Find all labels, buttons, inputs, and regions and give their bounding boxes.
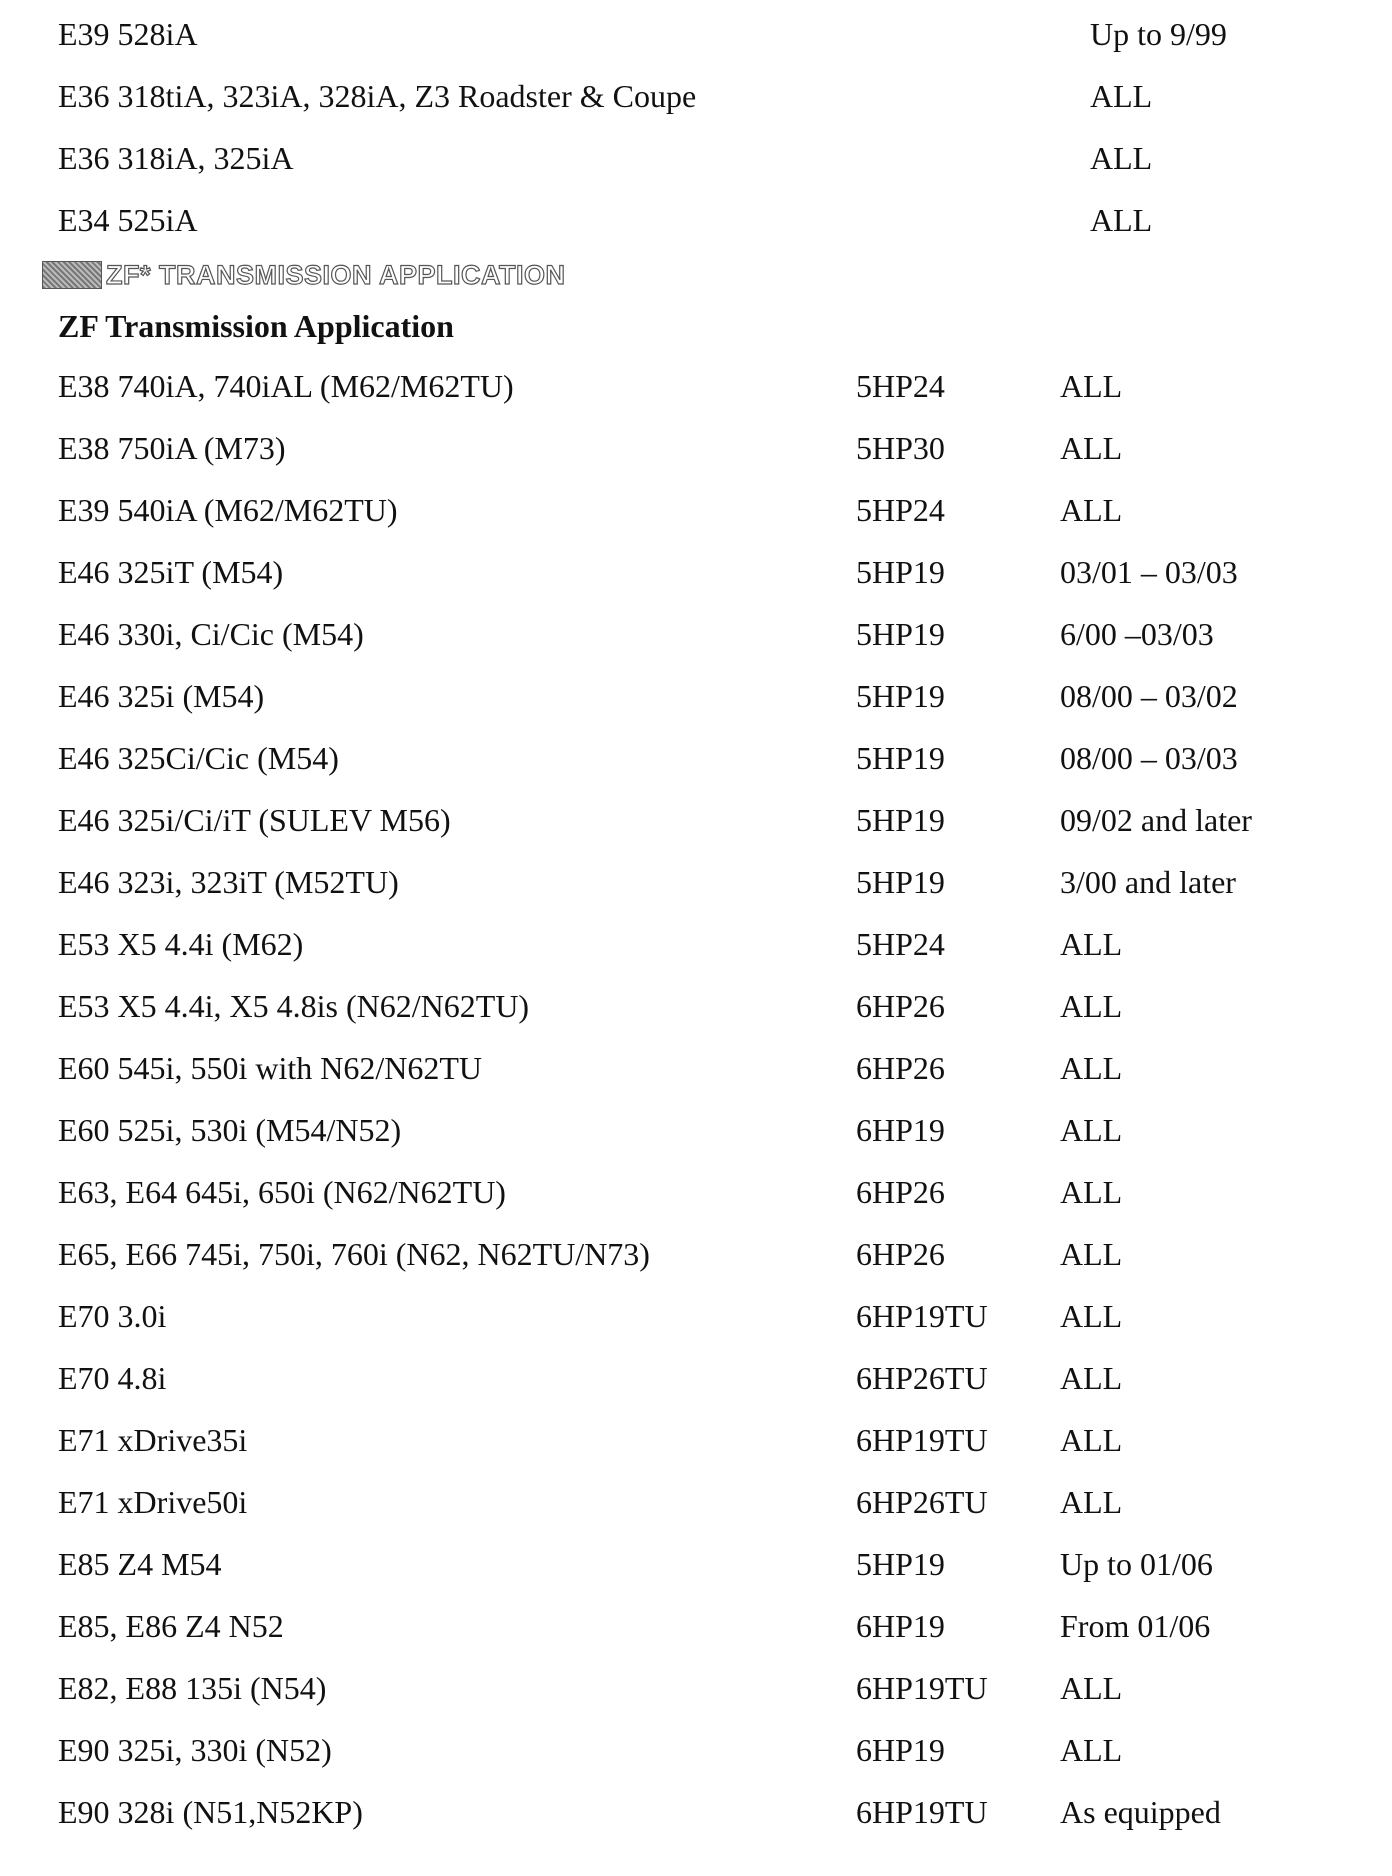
application-cell: ALL <box>1060 1360 1123 1396</box>
model-cell: E46 325i/Ci/iT (SULEV M56) <box>58 802 451 838</box>
transmission-cell: 6HP19TU <box>856 1794 988 1830</box>
application-cell: ALL <box>1060 1298 1123 1334</box>
application-cell: ALL <box>1060 1422 1123 1458</box>
application-cell: ALL <box>1060 1732 1123 1768</box>
transmission-cell: 5HP24 <box>856 926 945 962</box>
table-row <box>0 12 1392 56</box>
model-cell: E70 3.0i <box>58 1298 167 1334</box>
table-row <box>0 550 1392 594</box>
application-cell: ALL <box>1060 1484 1123 1520</box>
table-row <box>0 1046 1392 1090</box>
table-row <box>0 136 1392 180</box>
model-cell: E46 330i, Ci/Cic (M54) <box>58 616 364 652</box>
table-row <box>0 1356 1392 1400</box>
table-row <box>0 1108 1392 1152</box>
table-row <box>0 426 1392 470</box>
model-cell: E46 325i (M54) <box>58 678 265 714</box>
table-row <box>0 74 1392 118</box>
model-cell: E36 318iA, 325iA <box>58 140 294 176</box>
model-cell: E60 545i, 550i with N62/N62TU <box>58 1050 482 1086</box>
transmission-cell: 6HP19TU <box>856 1422 988 1458</box>
transmission-cell: 6HP26TU <box>856 1484 988 1520</box>
section-banner <box>42 257 566 293</box>
table-row <box>0 1542 1392 1586</box>
transmission-cell: 6HP26 <box>856 1236 945 1272</box>
transmission-cell: 6HP19TU <box>856 1298 988 1334</box>
model-cell: E85, E86 Z4 N52 <box>58 1608 284 1644</box>
application-cell: Up to 01/06 <box>1060 1546 1213 1582</box>
model-cell: E71 xDrive35i <box>58 1422 248 1458</box>
transmission-cell: 5HP19 <box>856 802 945 838</box>
application-cell: From 01/06 <box>1060 1608 1211 1644</box>
table-row <box>0 198 1392 242</box>
model-cell: E34 525iA <box>58 202 198 238</box>
transmission-cell: 6HP19 <box>856 1608 945 1644</box>
application-cell: ALL <box>1060 1670 1123 1706</box>
transmission-cell: 6HP19TU <box>856 1670 988 1706</box>
application-cell: 09/02 and later <box>1060 802 1252 838</box>
model-cell: E36 318tiA, 323iA, 328iA, Z3 Roadster & Coupe <box>58 78 697 114</box>
model-cell: E39 540iA (M62/M62TU) <box>58 492 398 528</box>
transmission-cell: 5HP30 <box>856 430 945 466</box>
model-cell: E60 525i, 530i (M54/N52) <box>58 1112 402 1148</box>
application-cell: 08/00 – 03/02 <box>1060 678 1238 714</box>
model-cell: E71 xDrive50i <box>58 1484 248 1520</box>
model-cell: E46 325iT (M54) <box>58 554 284 590</box>
table-row <box>0 1418 1392 1462</box>
table-row <box>0 1480 1392 1524</box>
transmission-cell: 5HP19 <box>856 616 945 652</box>
model-cell: E63, E64 645i, 650i (N62/N62TU) <box>58 1174 506 1210</box>
application-cell: 6/00 –03/03 <box>1060 616 1214 652</box>
model-cell: E82, E88 135i (N54) <box>58 1670 327 1706</box>
application-cell: ALL <box>1060 1112 1123 1148</box>
model-cell: E46 325Ci/Cic (M54) <box>58 740 339 776</box>
table-row <box>0 612 1392 656</box>
banner-title: ZF* TRANSMISSION APPLICATION <box>106 259 566 290</box>
transmission-cell: 6HP26 <box>856 1174 945 1210</box>
application-cell: ALL <box>1060 988 1123 1024</box>
table-row <box>0 364 1392 408</box>
table-row <box>0 1666 1392 1710</box>
table-row <box>0 1728 1392 1772</box>
table-row <box>0 798 1392 842</box>
model-cell: E53 X5 4.4i, X5 4.8is (N62/N62TU) <box>58 988 530 1024</box>
application-cell: ALL <box>1060 430 1123 466</box>
table-row <box>0 488 1392 532</box>
section-heading: ZF Transmission Application <box>58 308 454 344</box>
application-cell: 3/00 and later <box>1060 864 1236 900</box>
application-cell: ALL <box>1060 926 1123 962</box>
table-row <box>0 984 1392 1028</box>
transmission-cell: 6HP26TU <box>856 1360 988 1396</box>
model-cell: E85 Z4 M54 <box>58 1546 222 1582</box>
application-cell: 08/00 – 03/03 <box>1060 740 1238 776</box>
model-cell: E90 325i, 330i (N52) <box>58 1732 332 1768</box>
table-row <box>0 860 1392 904</box>
transmission-cell: 5HP19 <box>856 554 945 590</box>
model-cell: E46 323i, 323iT (M52TU) <box>58 864 399 900</box>
table-row <box>0 1604 1392 1648</box>
transmission-cell: 5HP19 <box>856 864 945 900</box>
application-cell: 03/01 – 03/03 <box>1060 554 1238 590</box>
application-cell: ALL <box>1060 492 1123 528</box>
model-cell: E53 X5 4.4i (M62) <box>58 926 304 962</box>
transmission-cell: 6HP19 <box>856 1732 945 1768</box>
table-row <box>0 1232 1392 1276</box>
transmission-cell: 6HP19 <box>856 1112 945 1148</box>
model-cell: E90 328i (N51,N52KP) <box>58 1794 363 1830</box>
table-row <box>0 674 1392 718</box>
model-cell: E70 4.8i <box>58 1360 167 1396</box>
transmission-cell: 5HP24 <box>856 368 945 404</box>
transmission-cell: 5HP19 <box>856 678 945 714</box>
model-cell: E38 740iA, 740iAL (M62/M62TU) <box>58 368 514 404</box>
table-row <box>0 736 1392 780</box>
application-cell: ALL <box>1060 368 1123 404</box>
transmission-cell: 5HP24 <box>856 492 945 528</box>
model-cell: E65, E66 745i, 750i, 760i (N62, N62TU/N73) <box>58 1236 650 1272</box>
table-row <box>0 1170 1392 1214</box>
transmission-cell: 6HP26 <box>856 1050 945 1086</box>
application-cell: ALL <box>1060 1174 1123 1210</box>
application-cell: ALL <box>1060 1050 1123 1086</box>
table-row <box>0 1790 1392 1834</box>
table-row <box>0 922 1392 966</box>
application-cell: ALL <box>1090 78 1153 114</box>
application-cell: ALL <box>1090 202 1153 238</box>
model-cell: E38 750iA (M73) <box>58 430 286 466</box>
application-cell: As equipped <box>1060 1794 1221 1830</box>
table-row <box>0 1294 1392 1338</box>
application-cell: ALL <box>1060 1236 1123 1272</box>
model-cell: E39 528iA <box>58 16 198 52</box>
application-cell: ALL <box>1090 140 1153 176</box>
transmission-cell: 6HP26 <box>856 988 945 1024</box>
transmission-cell: 5HP19 <box>856 740 945 776</box>
banner-block-icon <box>42 261 102 289</box>
transmission-cell: 5HP19 <box>856 1546 945 1582</box>
application-cell: Up to 9/99 <box>1090 16 1227 52</box>
